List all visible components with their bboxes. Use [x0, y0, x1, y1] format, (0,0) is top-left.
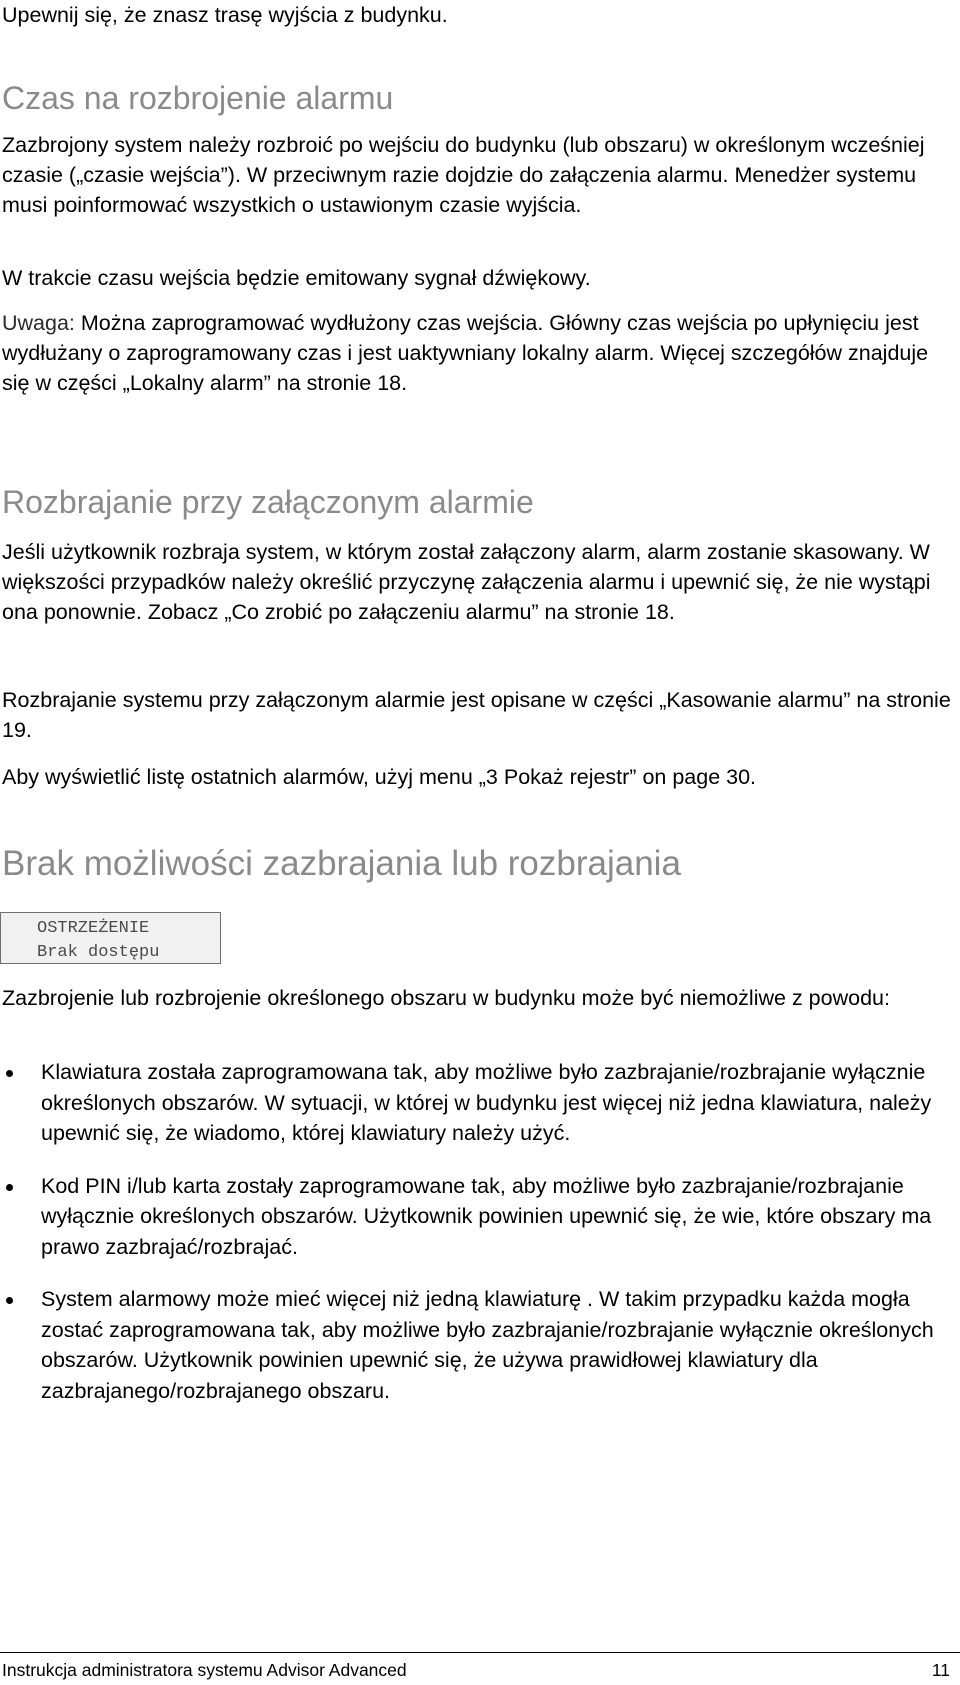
section-heading-entry-time: Czas na rozbrojenie alarmu — [2, 80, 394, 116]
footer-divider — [0, 1652, 960, 1653]
no-access-reasons-list — [0, 1057, 960, 1428]
no-access-intro-paragraph: Zazbrojenie lub rozbrojenie określonego obszaru w budynku może być niemożliwe z powodu: — [2, 986, 890, 1010]
display-line-1: OSTRZEŻENIE — [37, 919, 150, 938]
footer-document-title: Instrukcja administratora systemu Advisor Advanced — [2, 1660, 407, 1680]
alarm-disarm-reference-paragraph: Rozbrajanie systemu przy załączonym alarmie jest opisane w części „Kasowanie alarmu” na stronie 19. — [2, 688, 951, 742]
list-item: System alarmowy może mieć więcej niż jedną klawiaturę . W takim przypadku każda mogła zostać zaprogramowana tak, aby możliwe było zazbrajanie/rozbrajanie wyłącznie określonych obszarów. Użytkownik powinien upewnić się, że używa prawidłowej klawiatury dla zazbrajanego/rozbrajanego obszaru. — [0, 1284, 953, 1406]
keypad-display-box — [0, 912, 221, 964]
bullet-icon — [6, 1184, 13, 1191]
list-item: Kod PIN i/lub karta zostały zaprogramowane tak, aby możliwe było zazbrajanie/rozbrajanie wyłącznie określonych obszarów. Użytkownik powinien upewnić się, że wie, które obszary ma prawo zazbrajać/rozbrajać. — [0, 1171, 953, 1263]
section-heading-alarm-disarm: Rozbrajanie przy załączonym alarmie — [2, 484, 534, 520]
note-text: Można zaprogramować wydłużony czas wejścia. Główny czas wejścia po upłynięciu jest wydłużany o zaprogramowany czas i jest uaktywniany lokalny alarm. Więcej szczegółów znajduje się w części „Lokalny alarm” na stronie 18. — [2, 311, 929, 395]
alarm-log-paragraph: Aby wyświetlić listę ostatnich alarmów, użyj menu „3 Pokaż rejestr” on page 30. — [2, 765, 757, 789]
bullet-icon — [6, 1070, 13, 1077]
note-label: Uwaga: — [2, 311, 75, 335]
section-heading-no-access: Brak możliwości zazbrajania lub rozbrajania — [2, 844, 681, 883]
entry-time-paragraph: Zazbrojony system należy rozbroić po wejściu do budynku (lub obszaru) w określonym wcześniej czasie („czasie wejścia”). W przeciwnym razie dojdzie do załączenia alarmu. Menedżer systemu musi poinformować wszystkich o ustawionym czasie wyjścia. — [2, 133, 925, 217]
entry-time-note — [2, 308, 952, 398]
display-line-2: Brak dostępu — [37, 943, 160, 962]
alarm-disarm-paragraph: Jeśli użytkownik rozbraja system, w którym został załączony alarm, alarm zostanie skasowany. W większości przypadków należy określić przyczynę załączenia alarmu i upewnić się, że nie wystąpi ona ponownie. Zobacz „Co zrobić po załączeniu alarmu” na stronie 18. — [2, 540, 931, 624]
bullet-icon — [6, 1297, 13, 1304]
list-item: Klawiatura została zaprogramowana tak, aby możliwe było zazbrajanie/rozbrajanie wyłącznie określonych obszarów. W sytuacji, w której w budynku jest więcej niż jedna klawiatura, należy upewnić się, że wiadomo, której klawiatury należy użyć. — [0, 1057, 953, 1149]
intro-line: Upewnij się, że znasz trasę wyjścia z budynku. — [2, 3, 448, 27]
footer-page-number: 11 — [931, 1660, 950, 1680]
entry-time-sound-paragraph: W trakcie czasu wejścia będzie emitowany sygnał dźwiękowy. — [2, 266, 591, 290]
